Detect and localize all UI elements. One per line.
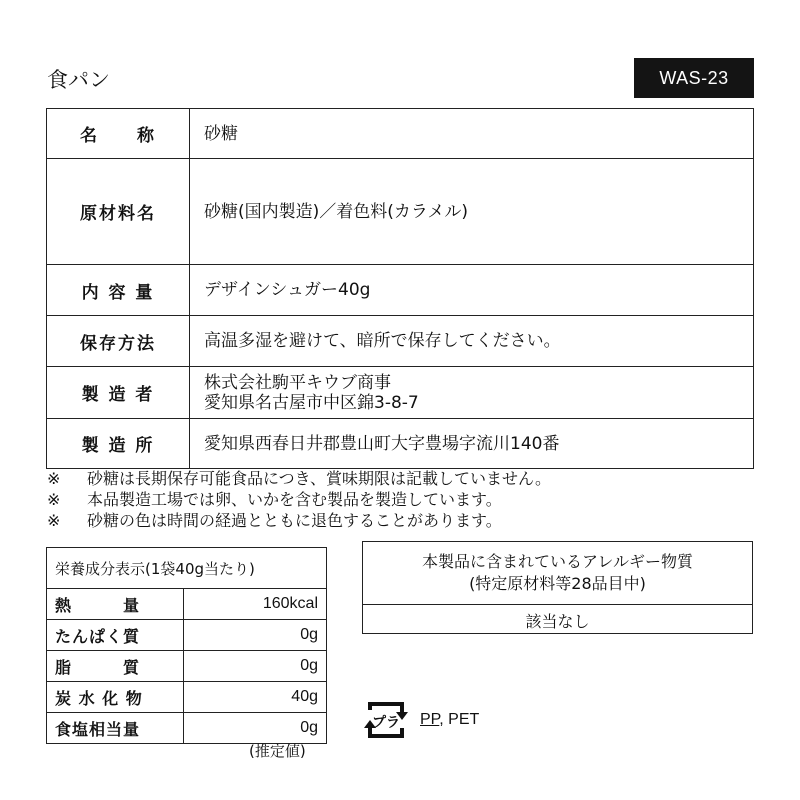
- note-mark: ※: [47, 511, 61, 530]
- fat-value: 0g: [184, 651, 327, 682]
- ingredients-label: 原材料名: [47, 159, 190, 265]
- name-value: [190, 109, 754, 159]
- product-info-table: [46, 108, 754, 469]
- salt-value: 0g: [184, 713, 327, 744]
- table-row: [47, 367, 754, 419]
- nutrition-table: [46, 547, 327, 744]
- factory-value-text: 愛知県西春日井郡豊山町大字豊場字流川140番: [204, 433, 560, 454]
- nutrition-footnote: (推定値): [249, 742, 306, 760]
- name-label: 名 称: [47, 109, 190, 159]
- factory-label: 製 造 所: [47, 419, 190, 469]
- table-row: [47, 589, 327, 620]
- content-value-text: デザインシュガー40g: [204, 280, 371, 300]
- name-value-text: 砂糖: [204, 123, 238, 144]
- salt-label: 食塩相当量: [47, 713, 184, 744]
- nutrition-header-row: [47, 548, 327, 589]
- protein-label: たんぱく質: [47, 620, 184, 651]
- table-row: [47, 316, 754, 367]
- recycle-material-pp: PP: [420, 711, 440, 728]
- ingredients-value-text: 砂糖(国内製造)／着色料(カラメル): [204, 201, 469, 222]
- note-mark: ※: [47, 490, 61, 509]
- ingredients-value: [190, 159, 754, 265]
- allergy-box: [362, 541, 753, 634]
- carbohydrate-value: 40g: [184, 682, 327, 713]
- recycle-material-rest: , PET: [439, 711, 480, 728]
- protein-value: 0g: [184, 620, 327, 651]
- note-item: [47, 489, 551, 510]
- table-row: [47, 419, 754, 469]
- content-label: 内 容 量: [47, 265, 190, 316]
- carbohydrate-label: 炭 水 化 物: [47, 682, 184, 713]
- table-row: [47, 620, 327, 651]
- energy-label: 熱 量: [47, 589, 184, 620]
- allergy-header: [363, 542, 752, 605]
- table-row: [47, 713, 327, 744]
- table-row: [47, 682, 327, 713]
- recycle-section: [362, 698, 479, 742]
- factory-value: [190, 419, 754, 469]
- manufacturer-name: 株式会社駒平キウブ商事: [204, 372, 391, 393]
- note-text: 砂糖の色は時間の経過とともに退色することがあります。: [87, 511, 502, 530]
- table-row: [47, 651, 327, 682]
- recycle-mark-text: プラ: [372, 715, 400, 731]
- storage-value: [190, 316, 754, 367]
- manufacturer-value: [190, 367, 754, 419]
- note-item: [47, 468, 551, 489]
- product-name: 食パン: [47, 68, 110, 92]
- manufacturer-address: 愛知県名古屋市中区錦3-8-7: [204, 392, 419, 413]
- energy-value: 160kcal: [184, 589, 327, 620]
- product-code-badge: WAS-23: [634, 58, 754, 98]
- storage-value-text: 高温多湿を避けて、暗所で保存してください。: [204, 331, 561, 351]
- table-row: [47, 109, 754, 159]
- note-text: 砂糖は長期保存可能食品につき、賞味期限は記載していません。: [87, 469, 552, 488]
- allergy-value: 該当なし: [525, 611, 590, 631]
- recycle-materials: [420, 711, 479, 729]
- allergy-title: 本製品に含まれているアレルギー物質: [422, 552, 693, 571]
- plastic-recycle-icon: [362, 698, 410, 742]
- note-item: [47, 510, 551, 531]
- nutrition-title: 栄養成分表示(1袋40g当たり): [47, 548, 327, 589]
- table-row: [47, 265, 754, 316]
- manufacturer-label: 製 造 者: [47, 367, 190, 419]
- table-row: [47, 159, 754, 265]
- notes-list: [47, 468, 551, 531]
- content-value: [190, 265, 754, 316]
- note-text: 本品製造工場では卵、いかを含む製品を製造しています。: [87, 490, 502, 509]
- fat-label: 脂 質: [47, 651, 184, 682]
- allergy-subtitle: (特定原材料等28品目中): [469, 574, 646, 593]
- note-mark: ※: [47, 469, 61, 488]
- storage-label: 保存方法: [47, 316, 190, 367]
